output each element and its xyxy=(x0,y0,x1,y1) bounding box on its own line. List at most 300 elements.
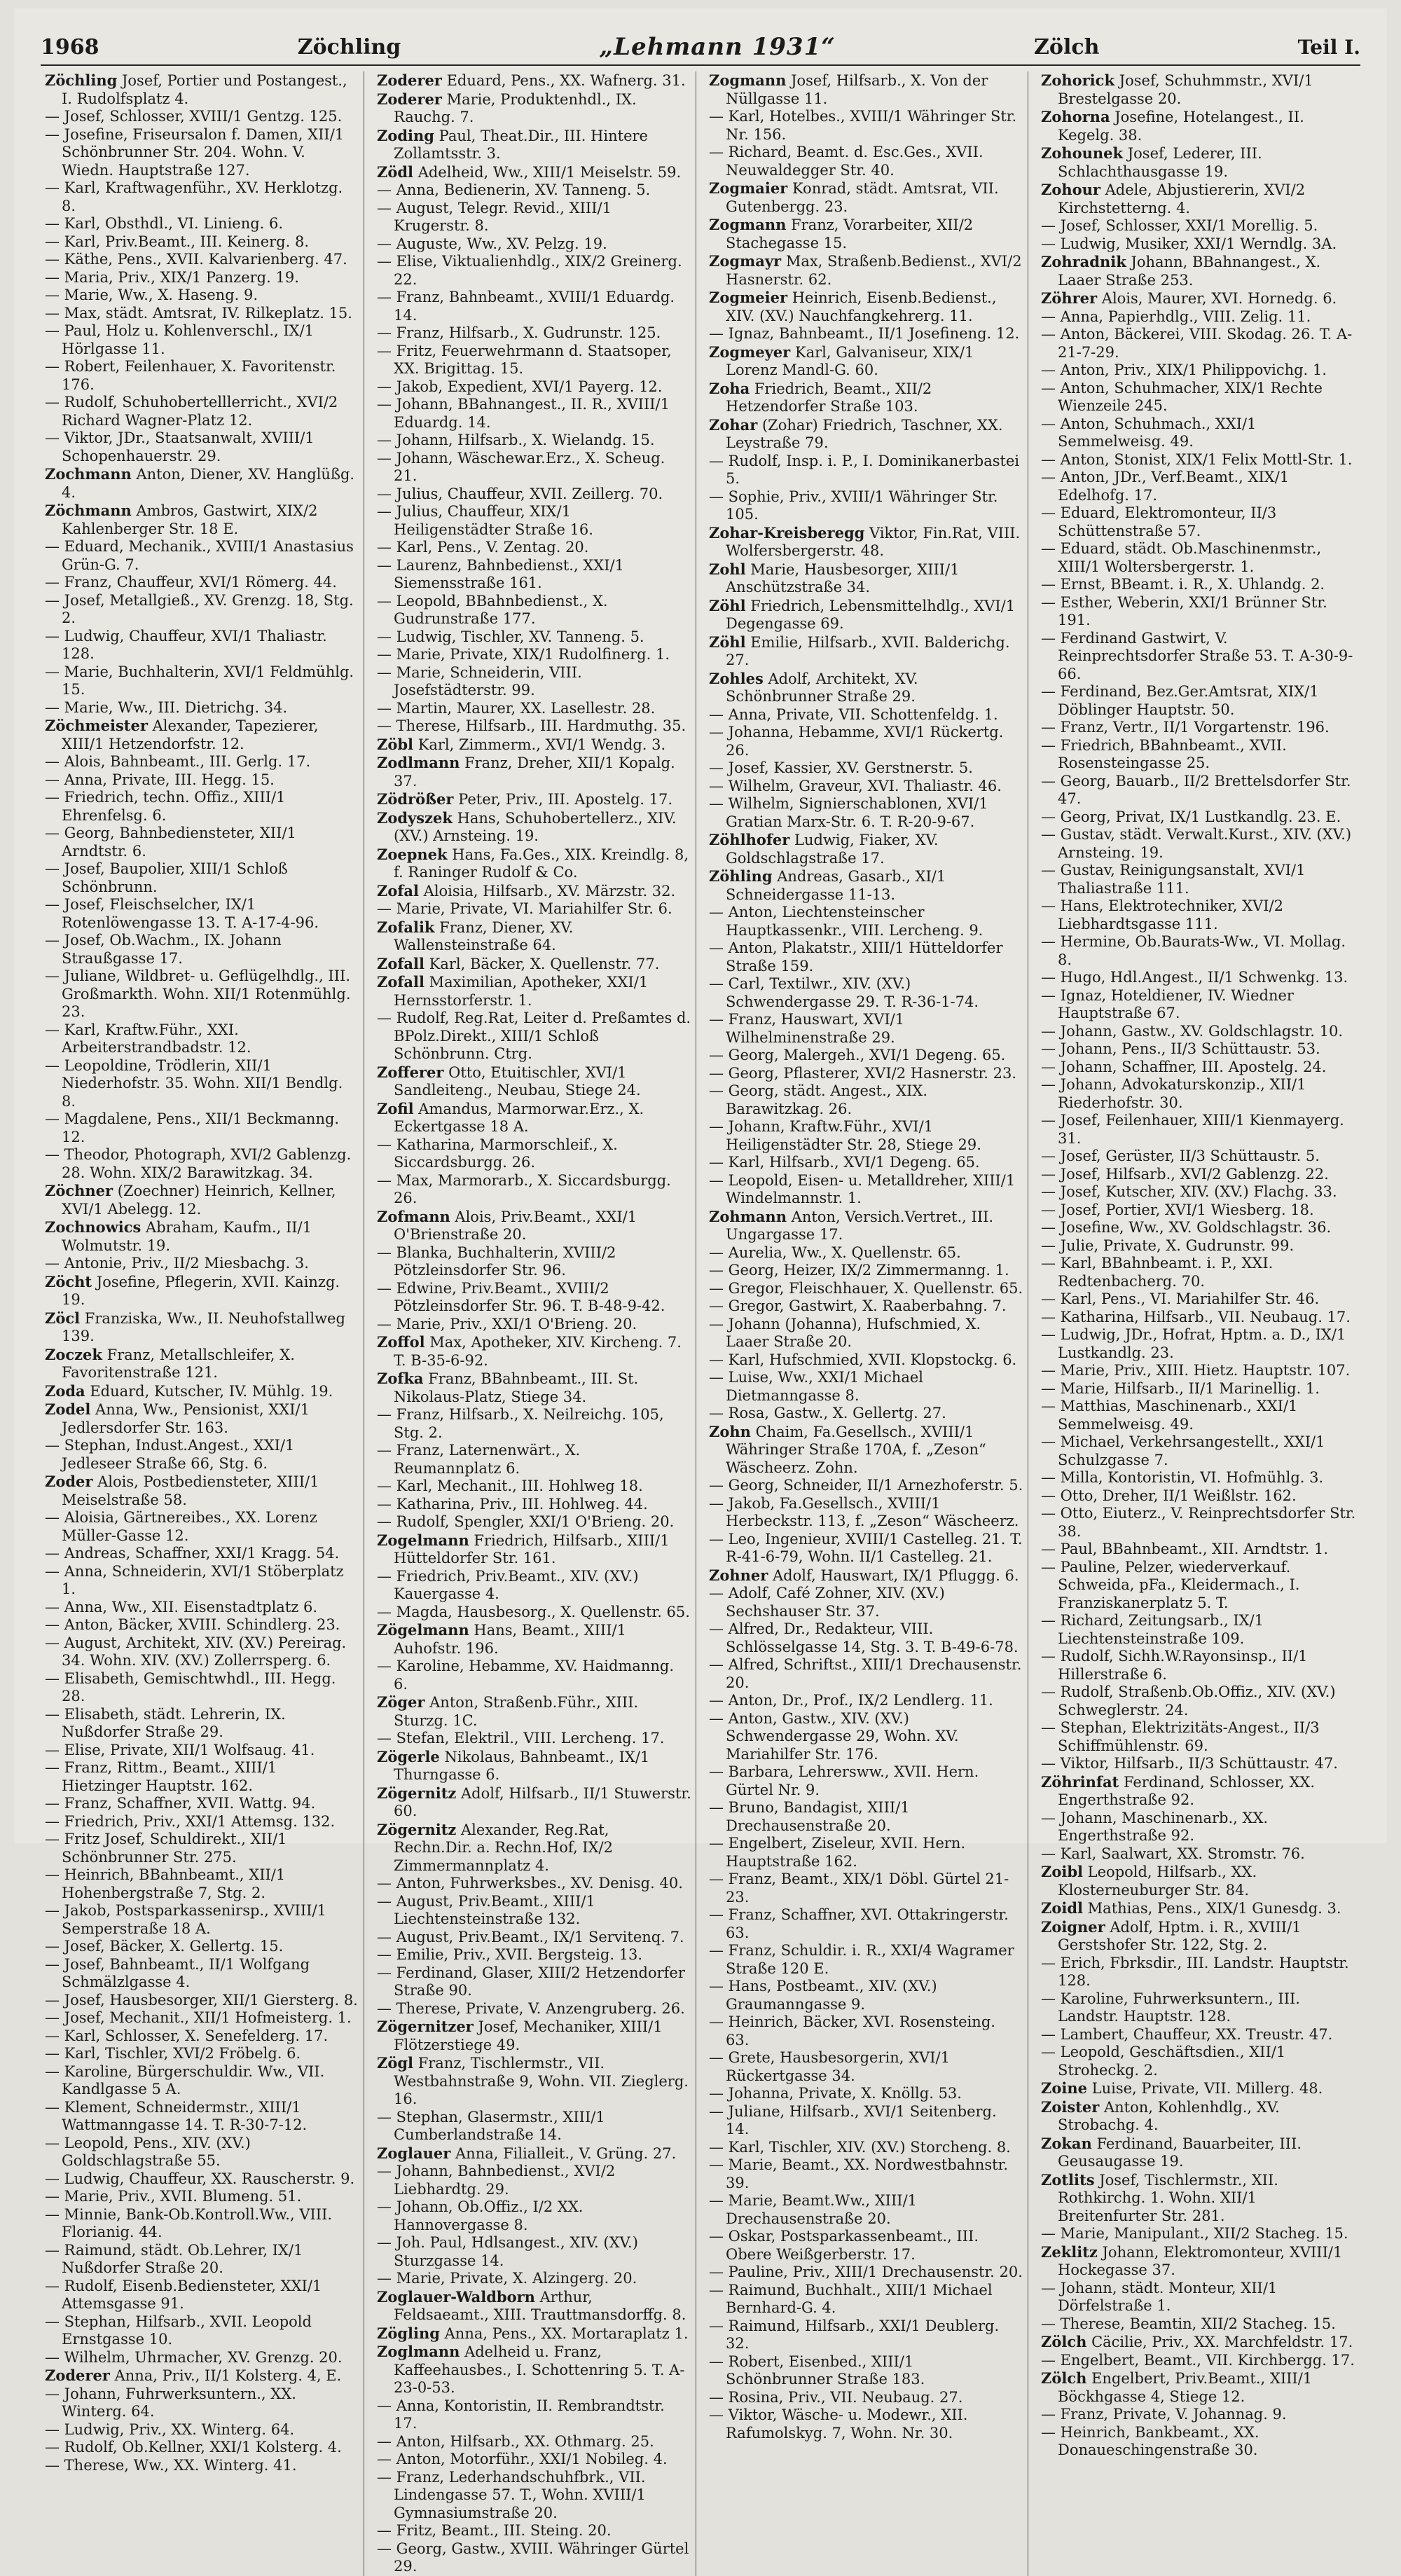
column-2 xyxy=(373,71,696,2576)
entry-details: Josefine, Pflegerin, XVII. Kainzg. 19. xyxy=(62,1273,340,1308)
entry-details: — Franz, Hauswart, XVI/1 Wilhelminenstraße 29. xyxy=(709,1011,905,1046)
directory-entry xyxy=(45,1634,359,1670)
directory-entry xyxy=(709,1351,1023,1370)
entry-details: — Johann, Gastw., XV. Goldschlagstr. 10. xyxy=(1041,1022,1344,1040)
entry-details: — Heinrich, BBahnbeamt., XII/1 Hohenbergstraße 7, Stg. 2. xyxy=(45,1866,286,1901)
directory-entry xyxy=(377,324,691,343)
directory-entry xyxy=(377,2469,691,2523)
entry-details: — Franz, Beamt., XIX/1 Döbl. Gürtel 21-23. xyxy=(709,1871,1009,1906)
entry-details: — Leopoldine, Trödlerin, XII/1 Niederhofstr. 35. Wohn. XII/1 Bendlg. 8. xyxy=(45,1056,343,1110)
entry-details: — Aloisia, Gärtnereibes., XX. Lorenz Müller-Gasse 12. xyxy=(45,1509,317,1544)
directory-entry xyxy=(45,592,359,628)
directory-entry xyxy=(709,1763,1023,1799)
entry-surname: Zoffol xyxy=(377,1333,425,1351)
entry-details: — Edwine, Priv.Beamt., XVIII/2 Pötzleinsdorfer Str. 96. T. B-48-9-42. xyxy=(377,1279,665,1314)
directory-entry xyxy=(709,1656,1023,1692)
directory-entry xyxy=(45,1021,359,1057)
entry-details: — Engelbert, Beamt., VII. Kirchbergg. 17. xyxy=(1041,2351,1355,2369)
entry-details: — Georg, Bauarb., II/2 Brettelsdorfer Str. 47. xyxy=(1041,772,1351,807)
entry-details: — Karl, Pens., VI. Mariahilfer Str. 46. xyxy=(1041,1290,1320,1307)
entry-details: — Oskar, Postsparkassenbeamt., III. Obere Weißgerberstr. 17. xyxy=(709,2228,979,2263)
entry-details: — Franz, Hilfsarb., X. Gudrunstr. 125. xyxy=(377,324,661,341)
directory-entry xyxy=(1041,576,1356,594)
entry-surname: Zöbl xyxy=(377,735,413,753)
directory-entry xyxy=(377,127,691,163)
directory-entry xyxy=(1041,1899,1356,1918)
entry-details: — Juliane, Wildbret- u. Geflügelhdlg., III. Großmarkth. Wohn. XII/1 Rotenmühlg. 23. xyxy=(45,967,351,1020)
entry-surname: Zohner xyxy=(709,1566,768,1584)
entry-details: — Luise, Ww., XXI/1 Michael Dietmanngasse 8. xyxy=(709,1369,923,1404)
entry-details: — Karl, Tischler, XIV. (XV.) Storcheng. 8. xyxy=(709,2138,1011,2156)
directory-entry xyxy=(377,1531,691,1568)
directory-entry xyxy=(709,252,1023,289)
entry-details: — Marie, Private, X. Alzingerg. 20. xyxy=(377,2270,637,2287)
entry-details: — Marie, Priv., XXI/1 O'Brieng. 20. xyxy=(377,1315,637,1332)
entry-details: — Adolf, Café Zohner, XIV. (XV.) Sechshauser Str. 37. xyxy=(709,1585,945,1620)
entry-surname: Zogmann xyxy=(709,216,787,233)
directory-entry xyxy=(377,1370,691,1406)
entry-details: — Karl, Obsthdl., VI. Linieng. 6. xyxy=(45,215,284,232)
entry-details: Anna, Pens., XX. Mortaraplatz 1. xyxy=(444,2324,689,2342)
directory-entry xyxy=(45,2421,359,2439)
entry-surname: Zogmaier xyxy=(709,179,788,197)
entry-details: — Esther, Weberin, XXI/1 Brünner Str. 191. xyxy=(1041,593,1327,628)
entry-surname: Zogmann xyxy=(709,71,787,89)
entry-details: — Stephan, Glasermstr., XIII/1 Cumberlandstraße 14. xyxy=(377,2108,605,2143)
directory-entry xyxy=(377,1821,691,1875)
entry-details: — Josef, Ob.Wachm., IX. Johann Straußgasse 17. xyxy=(45,932,282,967)
entry-surname: Zotlits xyxy=(1041,2170,1095,2189)
entry-surname: Zöger xyxy=(377,1693,425,1711)
entry-details: — Jakob, Expedient, XVI/1 Payerg. 12. xyxy=(377,378,663,395)
directory-entry xyxy=(709,1871,1023,1906)
last-keyword: Zölch xyxy=(1034,34,1100,60)
column-1 xyxy=(41,71,364,2576)
entry-details: — Karl, Hilfsarb., XVI/1 Degeng. 65. xyxy=(709,1154,980,1171)
directory-entry xyxy=(709,1531,1023,1566)
entry-details: — Johann, Kraftw.Führ., XVI/1 Heiligenstädter Str. 28, Stiege 29. xyxy=(709,1118,981,1153)
entry-details: — Max, Marmorarb., X. Siccardsburgg. 26. xyxy=(377,1171,671,1206)
directory-entry xyxy=(1041,1380,1356,1398)
directory-entry xyxy=(1041,1183,1356,1201)
directory-entry xyxy=(377,700,691,718)
entry-surname: Zöchling xyxy=(45,71,118,89)
directory-entry xyxy=(45,287,359,305)
directory-entry xyxy=(709,71,1023,108)
directory-entry xyxy=(1041,217,1356,235)
directory-entry xyxy=(377,717,691,736)
directory-entry xyxy=(1041,1683,1356,1719)
entry-details: — Matthias, Maschinenarb., XXI/1 Semmelweisg. 49. xyxy=(1041,1398,1298,1433)
entry-details: — Ludwig, Musiker, XXI/1 Werndlg. 3A. xyxy=(1041,235,1337,252)
entry-details: — Rudolf, Ob.Kellner, XXI/1 Kolsterg. 4. xyxy=(45,2439,342,2456)
directory-entry xyxy=(1041,2333,1356,2352)
entry-details: — Josef, Baupolier, XIII/1 Schloß Schönbrunn. xyxy=(45,860,288,895)
directory-entry xyxy=(377,593,691,628)
entry-details: — Franz, Bahnbeamt., XVIII/1 Eduardg. 14. xyxy=(377,289,675,324)
entry-details: — Ferdinand, Glaser, XIII/2 Hetzendorfer Straße 90. xyxy=(377,1964,685,1999)
entry-details: — Hugo, Hdl.Angest., II/1 Schwenkg. 13. xyxy=(1041,969,1348,986)
entry-surname: Zöcl xyxy=(45,1309,81,1327)
entry-details: — Karl, Priv.Beamt., III. Keinerg. 8. xyxy=(45,233,310,250)
directory-entry xyxy=(377,2288,691,2324)
entry-details: — Ernst, BBeamt. i. R., X. Uhlandg. 2. xyxy=(1041,576,1325,593)
directory-entry xyxy=(1041,2424,1356,2460)
directory-entry xyxy=(709,1262,1023,1280)
directory-entry xyxy=(377,1442,691,1478)
entry-details: — Ferdinand, Bez.Ger.Amtsrat, XIX/1 Döblinger Hauptstr. 50. xyxy=(1041,683,1319,718)
entry-details: — Anton, Bäcker, XVIII. Schindlerg. 23. xyxy=(45,1616,340,1633)
entry-details: Eduard, Kutscher, IV. Mühlg. 19. xyxy=(90,1382,333,1400)
entry-details: Friedrich, Hilfsarb., XIII/1 Hütteldorfer Str. 161. xyxy=(394,1531,670,1566)
entry-details: — Marie, Hilfsarb., II/1 Marinellig. 1. xyxy=(1041,1379,1320,1397)
entry-details: Abraham, Kaufm., II/1 Wolmutstr. 19. xyxy=(62,1219,312,1254)
directory-entry xyxy=(377,2109,691,2144)
directory-entry xyxy=(709,597,1023,633)
entry-details: — Johann, Ob.Offiz., I/2 XX. Hannovergasse 8. xyxy=(377,2198,584,2233)
page-number: 1968 xyxy=(41,34,99,60)
directory-entry xyxy=(1041,181,1356,217)
entry-details: — Anton, Stonist, XIX/1 Felix Mottl-Str. 1. xyxy=(1041,450,1353,468)
directory-entry xyxy=(45,305,359,323)
directory-entry xyxy=(709,1978,1023,2013)
entry-details: — Marie, Manipulant., XII/2 Stacheg. 15. xyxy=(1041,2225,1348,2242)
directory-entry xyxy=(45,358,359,394)
directory-entry xyxy=(1041,2044,1356,2079)
directory-entry xyxy=(377,2540,691,2576)
directory-entry xyxy=(377,1730,691,1748)
column-3 xyxy=(705,71,1028,2576)
entry-surname: Zofall xyxy=(377,954,425,972)
directory-entry xyxy=(377,1784,691,1821)
entry-surname: Zögerle xyxy=(377,1747,440,1765)
directory-entry xyxy=(377,1513,691,1531)
directory-entry xyxy=(377,1893,691,1929)
entry-surname: Zoding xyxy=(377,126,434,144)
directory-entry xyxy=(45,1473,359,1509)
entry-details: — Josef, Hausbesorger, XII/1 Giersterg. 8. xyxy=(45,1991,358,2009)
directory-entry xyxy=(45,1545,359,1563)
directory-entry xyxy=(45,2278,359,2313)
directory-entry xyxy=(377,485,691,504)
page-header xyxy=(41,29,1360,66)
directory-entry xyxy=(377,1244,691,1280)
entry-details: Adelheid u. Franz, Kaffeehausbes., I. Schottenring 5. T. A-23-0-53. xyxy=(394,2343,685,2396)
entry-surname: Zödrößer xyxy=(377,790,454,808)
entry-details: — Auguste, Ww., XV. Pelzg. 19. xyxy=(377,235,607,252)
entry-details: — Elise, Private, XII/1 Wolfsaug. 41. xyxy=(45,1741,315,1758)
entry-details: Ambros, Gastwirt, XIX/2 Kahlenberger Str. 18 E. xyxy=(62,502,318,537)
entry-details: — Johann, städt. Monteur, XII/1 Dörfelstraße 1. xyxy=(1041,2279,1278,2314)
entry-surname: Zöhrinfat xyxy=(1041,1772,1119,1791)
entry-surname: Zoister xyxy=(1041,2098,1100,2116)
entry-details: — Josef, Portier, XVI/1 Wiesberg. 18. xyxy=(1041,1201,1314,1218)
directory-entry xyxy=(709,2049,1023,2085)
entry-details: — Alfred, Schriftst., XIII/1 Drechausenstr. 20. xyxy=(709,1656,1022,1691)
entry-details: — Anna, Kontoristin, II. Rembrandtstr. 17. xyxy=(377,2397,665,2432)
entry-surname: Zögernitz xyxy=(377,1820,457,1838)
entry-surname: Zofalik xyxy=(377,918,435,936)
entry-surname: Zödl xyxy=(377,163,413,181)
directory-entry xyxy=(45,429,359,465)
directory-entry xyxy=(1041,1559,1356,1613)
directory-entry xyxy=(377,900,691,918)
entry-details: — Max, städt. Amtsrat, IV. Rilkeplatz. 15. xyxy=(45,304,352,322)
directory-entry xyxy=(377,1333,691,1370)
directory-entry xyxy=(45,789,359,825)
entry-details: Max, Apotheker, XIV. Kircheng. 7. T. B-35-6-92. xyxy=(394,1334,682,1369)
entry-details: — Hermine, Ob.Baurats-Ww., VI. Mollag. 8. xyxy=(1041,933,1346,968)
directory-entry xyxy=(1041,1076,1356,1112)
entry-surname: Zohounek xyxy=(1041,144,1124,162)
directory-entry xyxy=(45,771,359,790)
directory-entry xyxy=(45,215,359,233)
directory-entry xyxy=(1041,326,1356,361)
directory-entry xyxy=(45,1813,359,1831)
directory-entry xyxy=(45,108,359,126)
directory-entry xyxy=(709,975,1023,1011)
directory-entry xyxy=(377,2018,691,2054)
directory-entry xyxy=(45,394,359,429)
entry-details: — Franz, Rittm., Beamt., XIII/1 Hietzinger Hauptstr. 162. xyxy=(45,1759,277,1794)
publication-title: „Lehmann 1931“ xyxy=(599,33,836,61)
entry-details: — Karl, Mechanit., III. Hohlweg 18. xyxy=(377,1478,643,1494)
entry-details: Josef, Mechaniker, XIII/1 Flötzerstiege 49. xyxy=(394,2018,663,2053)
directory-entry xyxy=(377,1964,691,2000)
entry-details: — Robert, Feilenhauer, X. Favoritenstr. 176. xyxy=(45,358,336,393)
directory-entry xyxy=(45,465,359,502)
directory-entry xyxy=(1041,1219,1356,1237)
directory-entry xyxy=(377,790,691,809)
entry-details: Adelheid, Ww., XIII/1 Meiselstr. 59. xyxy=(417,163,682,181)
directory-entry xyxy=(1041,540,1356,576)
entry-details: — Anton, Priv., XIX/1 Philippovichg. 1. xyxy=(1041,361,1327,378)
entry-details: Adolf, Hauswart, IX/1 Pfluggg. 6. xyxy=(773,1566,1019,1584)
directory-entry xyxy=(45,2457,359,2475)
directory-entry xyxy=(1041,1433,1356,1469)
entry-details: — Josef, Schlosser, XXI/1 Morellig. 5. xyxy=(1041,217,1318,234)
directory-entry xyxy=(1041,1990,1356,2026)
entry-details: — August, Priv.Beamt., XIII/1 Liechtensteinstraße 132. xyxy=(377,1892,595,1927)
entry-details: — Marie, Ww., X. Haseng. 9. xyxy=(45,287,258,303)
entry-details: — Karl, Kraftwagenführ., XV. Herklotzg. 8. xyxy=(45,179,343,214)
entry-details: Marie, Hausbesorger, XIII/1 Anschützstraße 34. xyxy=(726,560,960,595)
entry-details: — Fritz Josef, Schuldirekt., XII/1 Schönbrunner Str. 275. xyxy=(45,1831,287,1866)
entry-details: — Milla, Kontoristin, VI. Hofmühlg. 3. xyxy=(1041,1469,1324,1486)
directory-entry xyxy=(377,200,691,235)
directory-entry xyxy=(1041,1505,1356,1541)
directory-entry xyxy=(709,144,1023,179)
entry-details: — Rosina, Priv., VII. Neubaug. 27. xyxy=(709,2388,963,2406)
entry-details: — Eduard, Mechanik., XVIII/1 Anastasius Grün-G. 7. xyxy=(45,538,354,573)
directory-entry xyxy=(709,867,1023,904)
entry-details: — Karoline, Fuhrwerksuntern., III. Landstr. Hauptstr. 128. xyxy=(1041,1990,1300,2025)
directory-entry xyxy=(1041,933,1356,969)
directory-entry xyxy=(45,1400,359,1437)
entry-details: — Wilhelm, Graveur, XVI. Thaliastr. 46. xyxy=(709,777,1002,794)
entry-details: — Pauline, Pelzer, wiederverkauf. Schweida, pFa., Kleidermach., I. Franziskanerplatz 5. T. xyxy=(1041,1558,1300,1611)
directory-entry xyxy=(45,1956,359,1992)
entry-details: Nikolaus, Bahnbeamt., IX/1 Thurngasse 6. xyxy=(394,1748,650,1783)
directory-entry xyxy=(709,1244,1023,1262)
entry-details: — Katharina, Priv., III. Hohlweg. 44. xyxy=(377,1495,648,1513)
entry-details: — Anton, Hilfsarb., XX. Othmarg. 25. xyxy=(377,2432,654,2450)
entry-surname: Zohn xyxy=(709,1422,751,1440)
directory-entry xyxy=(45,1146,359,1182)
directory-entry xyxy=(709,1906,1023,1942)
directory-entry xyxy=(1041,253,1356,289)
entry-details: — Rudolf, Spengler, XXI/1 O'Brieng. 20. xyxy=(377,1513,675,1530)
entry-details: — Karl, Saalwart, XX. Stromstr. 76. xyxy=(1041,1845,1305,1862)
entry-details: — Ludwig, Priv., XX. Winterg. 64. xyxy=(45,2420,295,2438)
entry-details: — Alfred, Dr., Redakteur, VIII. Schlösselgasse 14, Stg. 3. T. B-49-6-78. xyxy=(709,1620,1019,1655)
entry-details: — Karoline, Hebamme, XV. Haidmanng. 6. xyxy=(377,1658,674,1693)
entry-details: — Theodor, Photograph, XVI/2 Gablenzg. 28. Wohn. XIX/2 Barawitzkag. 34. xyxy=(45,1146,352,1181)
directory-entry xyxy=(377,1406,691,1442)
entry-details: — Marie, Beamt.Ww., XIII/1 Drechausenstraße 20. xyxy=(709,2192,918,2227)
directory-entry xyxy=(45,2045,359,2063)
entry-details: Johann, BBahnangest., X. Laaer Straße 253. xyxy=(1058,254,1321,289)
directory-entry xyxy=(709,1620,1023,1656)
directory-entry xyxy=(1041,1845,1356,1864)
entry-details: Adolf, Architekt, XV. Schönbrunner Straße 29. xyxy=(726,670,918,705)
entry-surname: Zohl xyxy=(709,560,746,578)
directory-entry xyxy=(45,2170,359,2189)
entry-details: — Jakob, Fa.Gesellsch., XVIII/1 Herbeckstr. 113, f. „Zeson“ Wäscheerz. xyxy=(709,1494,1019,1529)
entry-details: — Georg, Pflasterer, XVI/2 Hasnerstr. 23. xyxy=(709,1064,1017,1082)
directory-entry xyxy=(45,2367,359,2385)
entry-details: — Leopold, Eisen- u. Metalldreher, XIII/1 Windelmannstr. 1. xyxy=(709,1171,1016,1206)
directory-columns xyxy=(41,71,1360,2575)
directory-entry xyxy=(709,2389,1023,2407)
directory-entry xyxy=(45,1706,359,1742)
entry-details: — Friedrich, BBahnbeamt., XVII. Rosensteingasse 25. xyxy=(1041,736,1287,771)
entry-details: — Michael, Verkehrsangestellt., XXI/1 Schulzgasse 7. xyxy=(1041,1433,1325,1468)
entry-details: — Josef, Metallgieß., XV. Grenzg. 18, Stg. 2. xyxy=(45,591,354,626)
entry-details: — Barbara, Lehrersww., XVII. Hern. Gürtel Nr. 9. xyxy=(709,1763,979,1798)
entry-details: — Friedrich, Priv., XXI/1 Attemsg. 132. xyxy=(45,1812,336,1830)
entry-details: Anna, Priv., II/1 Kolsterg. 4, E. xyxy=(114,2367,342,2384)
directory-entry xyxy=(709,633,1023,670)
directory-entry xyxy=(45,1742,359,1760)
directory-entry xyxy=(709,2192,1023,2228)
entry-details: Anton, Versich.Vertret., III. Ungargasse 17. xyxy=(726,1208,994,1243)
directory-entry xyxy=(1041,1541,1356,1559)
directory-entry xyxy=(377,736,691,755)
directory-entry xyxy=(709,416,1023,453)
entry-surname: Zoderer xyxy=(377,71,442,89)
directory-entry xyxy=(709,1316,1023,1351)
entry-surname: Zoglauer-Waldborn xyxy=(377,2287,535,2306)
entry-details: — Georg, Bahnbediensteter, XII/1 Arndtstr. 6. xyxy=(45,825,296,860)
directory-entry xyxy=(377,181,691,200)
directory-entry xyxy=(1041,1166,1356,1184)
entry-details: — Stephan, Hilfsarb., XVII. Leopold Ernstgasse 10. xyxy=(45,2313,312,2348)
directory-entry xyxy=(1041,415,1356,451)
directory-entry xyxy=(709,2264,1023,2282)
entry-surname: Zögernitz xyxy=(377,1784,457,1802)
directory-entry xyxy=(45,2206,359,2242)
directory-entry xyxy=(377,1010,691,1063)
directory-entry xyxy=(45,2099,359,2135)
directory-entry xyxy=(377,2522,691,2540)
directory-entry xyxy=(377,1280,691,1316)
entry-details: — Franz, Private, V. Johannag. 9. xyxy=(1041,2406,1287,2423)
entry-details: — Karl, Hufschmied, XVII. Klopstockg. 6. xyxy=(709,1351,1017,1368)
directory-entry xyxy=(1041,1719,1356,1755)
entry-details: Anton, Kohlenhdlg., XV. Strobachg. 4. xyxy=(1058,2098,1280,2133)
directory-entry xyxy=(377,539,691,557)
directory-entry xyxy=(45,1346,359,1382)
entry-details: — Gustav, städt. Verwalt.Kurst., XIV. (XV.) Arnsteing. 19. xyxy=(1041,826,1352,861)
entry-details: — Leopold, Pens., XIV. (XV.) Goldschlagstraße 55. xyxy=(45,2134,251,2169)
directory-entry xyxy=(1041,2225,1356,2243)
directory-entry xyxy=(709,1047,1023,1065)
directory-entry xyxy=(709,795,1023,831)
entry-details: Max, Straßenb.Bedienst., XVI/2 Hasnerstr. 62. xyxy=(726,253,1022,288)
directory-entry xyxy=(377,2343,691,2397)
entry-surname: Zoderer xyxy=(377,90,442,108)
directory-entry xyxy=(1041,1023,1356,1041)
directory-entry xyxy=(1041,108,1356,144)
entry-details: Anna, Ww., Pensionist, XXI/1 Jedlersdorfer Str. 163. xyxy=(62,1401,310,1436)
directory-entry xyxy=(45,574,359,592)
entry-details: Maximilian, Apotheker, XXI/1 Hernsstorferstr. 1. xyxy=(394,974,649,1009)
entry-details: Anton, Diener, XV. Hanglüßg. 4. xyxy=(62,466,355,501)
entry-details: Paul, Theat.Dir., III. Hintere Zollamtsstr. 3. xyxy=(394,127,648,162)
entry-surname: Zoczek xyxy=(45,1345,102,1363)
directory-entry xyxy=(377,503,691,539)
directory-entry xyxy=(45,1382,359,1401)
entry-details: — Rudolf, Reg.Rat, Leiter d. Preßamtes d. BPolz.Direkt., XIII/1 Schloß Schönbrunn. Ctrg. xyxy=(377,1010,691,1062)
entry-details: — August, Priv.Beamt., IX/1 Servitenq. 7. xyxy=(377,1928,684,1945)
entry-details: — Anton, Gastw., XIV. (XV.) Schwendergasse 29, Wohn. XV. Mariahilfer Str. 176. xyxy=(709,1709,959,1763)
entry-details: — Ludwig, Tischler, XV. Tanneng. 5. xyxy=(377,628,644,645)
entry-details: — Rudolf, Schuhobertelllerricht., XVI/2 Richard Wagner-Platz 12. xyxy=(45,394,338,429)
directory-entry xyxy=(45,1057,359,1111)
directory-entry xyxy=(709,2103,1023,2139)
directory-entry xyxy=(45,2439,359,2457)
directory-entry xyxy=(709,1405,1023,1423)
entry-surname: Zöcht xyxy=(45,1272,92,1290)
entry-surname: Zohar-Kreisberegg xyxy=(709,523,865,542)
directory-entry xyxy=(377,1136,691,1172)
directory-entry xyxy=(709,904,1023,939)
entry-details: Amandus, Marmorwar.Erz., X. Eckertgasse 18 A. xyxy=(394,1100,644,1135)
directory-entry xyxy=(377,664,691,700)
entry-surname: Zöchmeister xyxy=(45,717,148,734)
directory-entry xyxy=(377,396,691,432)
entry-details: — Franz, Laternenwärt., X. Reumannplatz 6. xyxy=(377,1442,581,1477)
directory-entry xyxy=(377,754,691,790)
directory-entry xyxy=(1041,1362,1356,1380)
directory-entry xyxy=(709,1154,1023,1172)
directory-entry xyxy=(1041,1148,1356,1166)
entry-details: — Karl, Kraftw.Führ., XXI. Arbeiterstrandbadstr. 12. xyxy=(45,1021,251,1056)
entry-details: — Julius, Chauffeur, XVII. Zeillerg. 70. xyxy=(377,485,663,502)
entry-details: Josef, Tischlermstr., XII. Rothkirchg. 1. Wohn. XII/1 Breitenfurter Str. 281. xyxy=(1058,2171,1278,2224)
entry-surname: Zofmann xyxy=(377,1207,450,1225)
entry-details: — Elisabeth, Gemischtwhdl., III. Hegg. 28. xyxy=(45,1669,336,1704)
entry-surname: Zölch xyxy=(1041,2369,1087,2387)
directory-entry xyxy=(377,1604,691,1622)
directory-entry xyxy=(709,179,1023,216)
entry-surname: Zochmann xyxy=(45,465,132,483)
entry-surname: Zochnowics xyxy=(45,1218,142,1236)
directory-entry xyxy=(1041,1255,1356,1290)
entry-details: — Marie, Buchhalterin, XVI/1 Feldmühlg. 15. xyxy=(45,663,354,698)
entry-surname: Zogmeyer xyxy=(709,343,791,361)
